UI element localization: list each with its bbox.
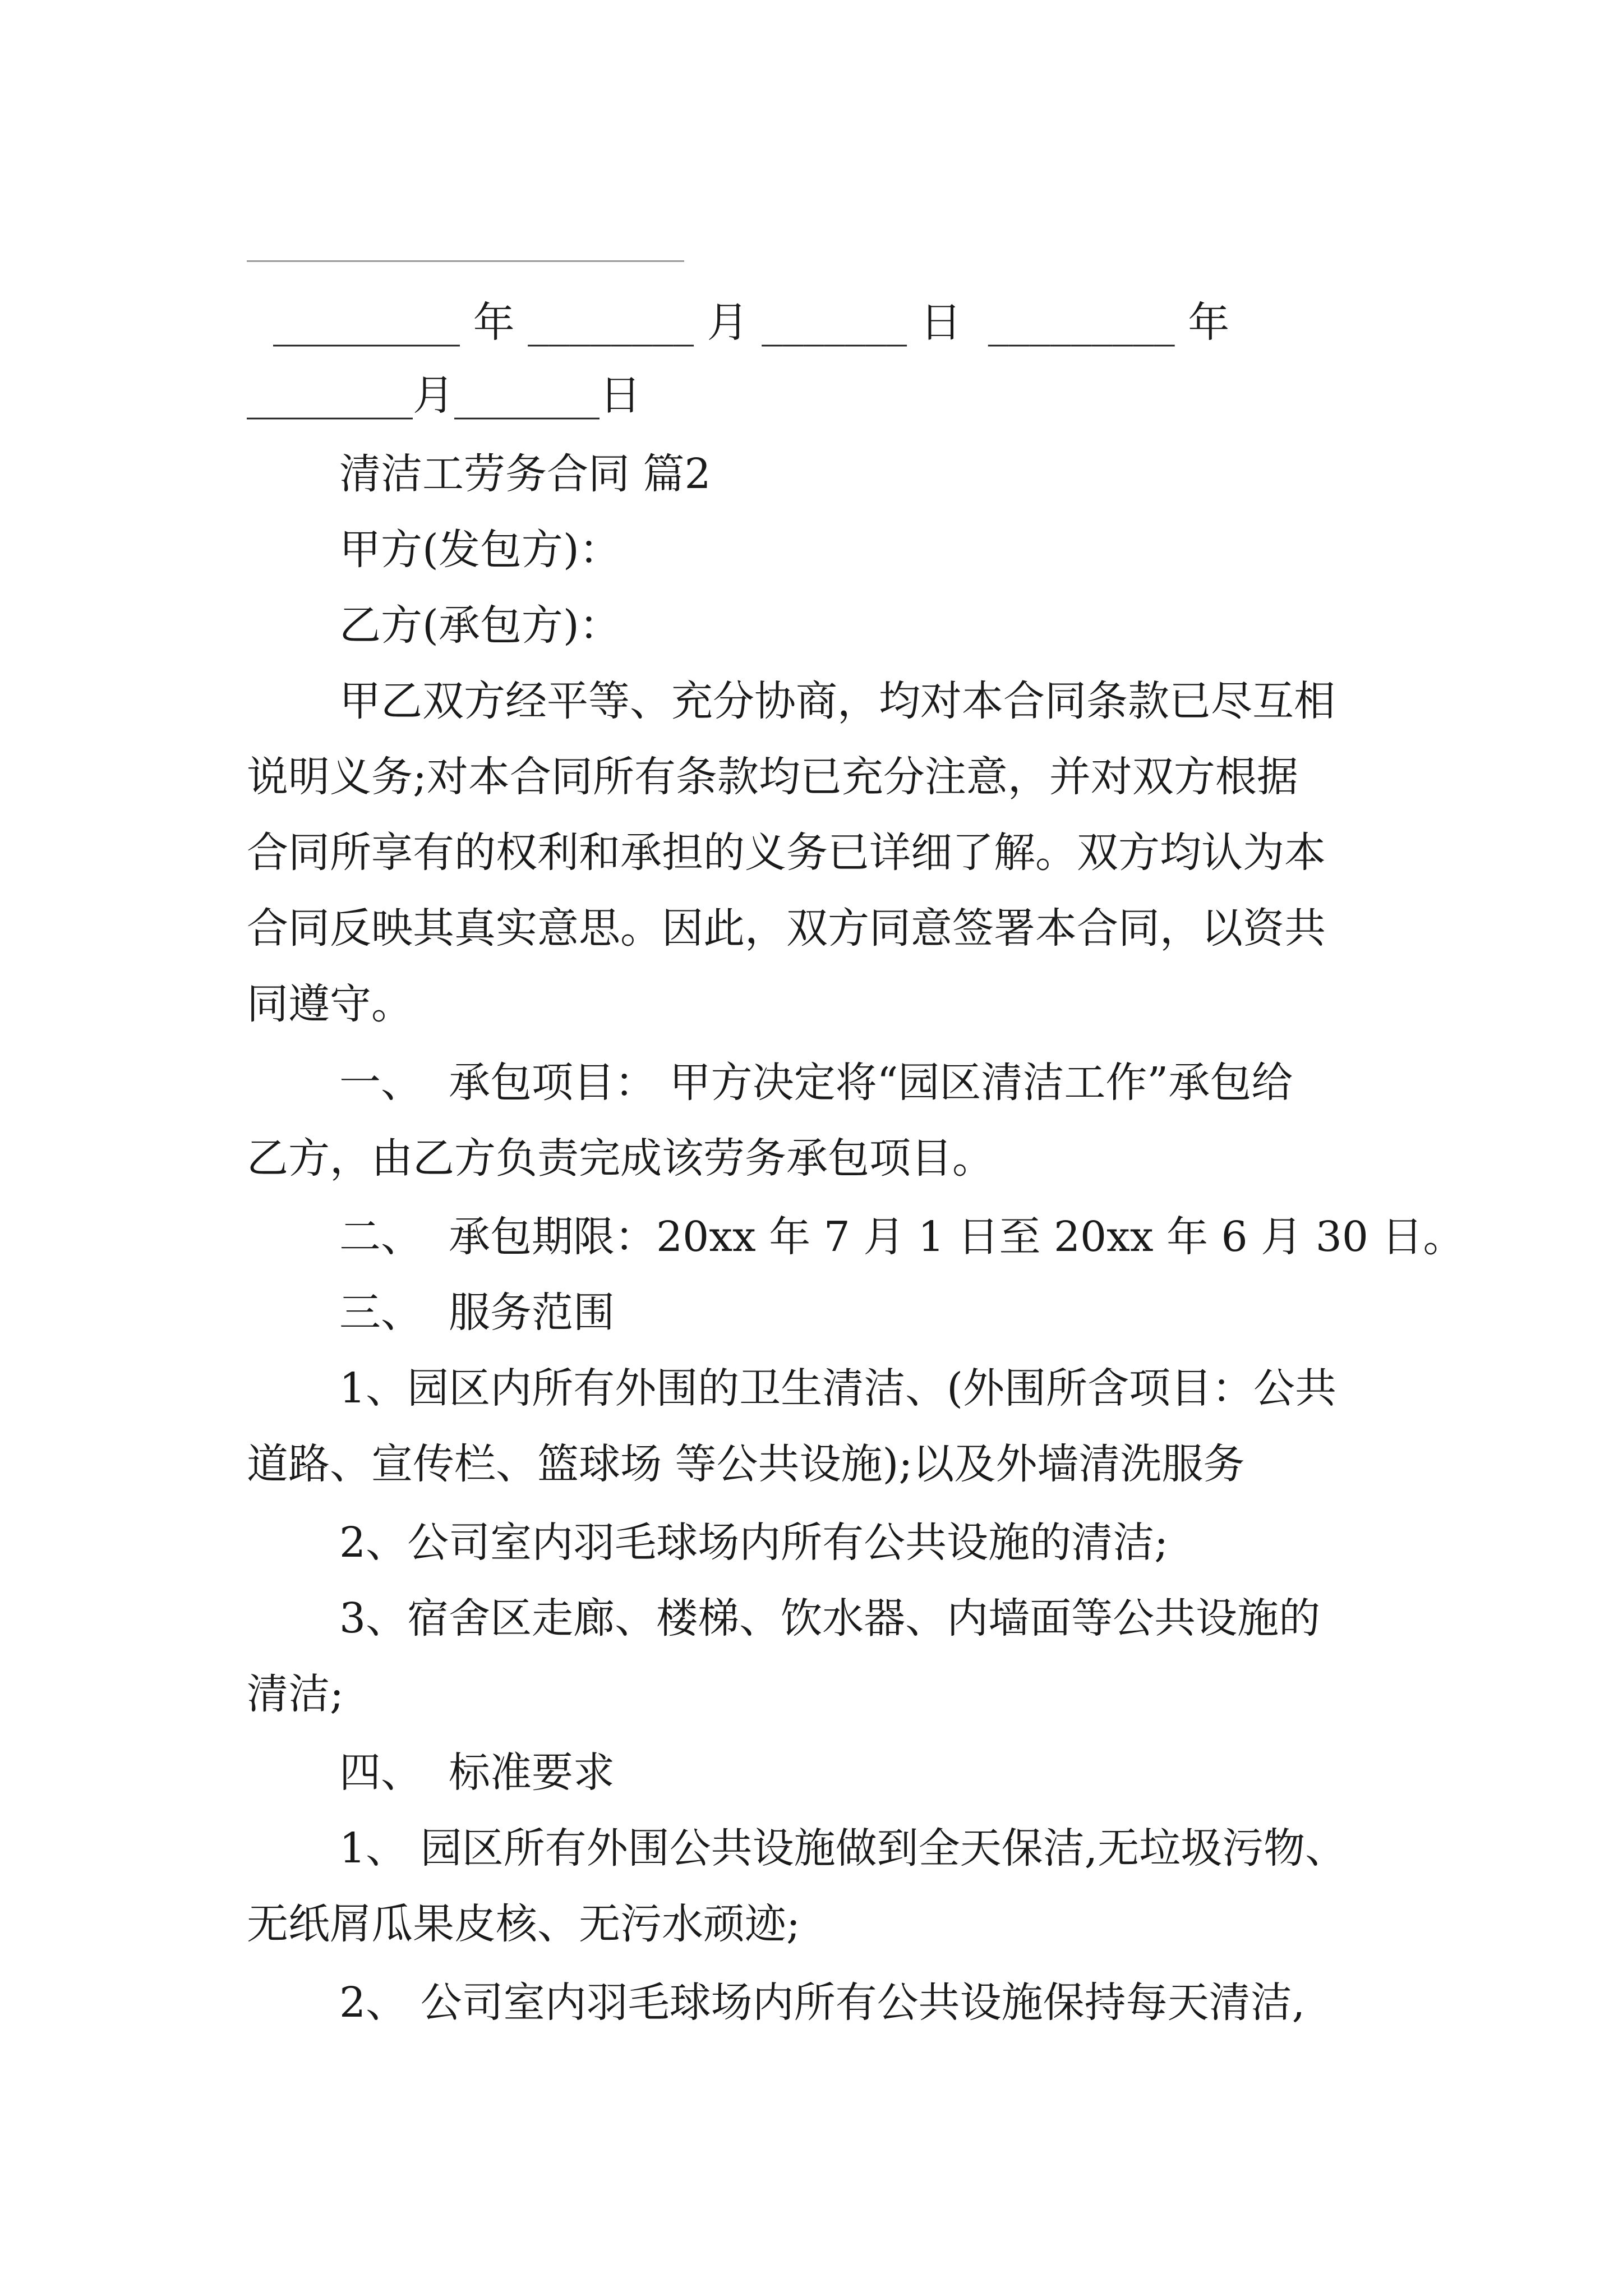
preamble-line: 甲乙双方经平等、充分协商，均对本合同条款已尽互相 — [339, 677, 1335, 725]
scope-item-1-cont: 道路、宣传栏、篮球场 等公共设施);以及外墙清洗服务 — [247, 1440, 1245, 1488]
preamble-line: 说明义务;对本合同所有条款均已充分注意，并对双方根据 — [247, 753, 1298, 801]
preamble-line: 合同反映其真实意思。因此，双方同意签署本合同，以资共 — [247, 904, 1326, 953]
party-a-label: 甲方(发包方)： — [339, 526, 621, 574]
requirement-item-1: 1、 园区所有外围公共设施做到全天保洁,无垃圾污物、 — [339, 1824, 1347, 1872]
top-divider-line — [247, 260, 684, 262]
preamble-line: 合同所享有的权利和承担的义务已详细了解。双方均认为本 — [247, 829, 1326, 877]
scope-item-2: 2、公司室内羽毛球场内所有公共设施的清洁; — [339, 1519, 1169, 1567]
contract-item-4-heading: 四、 标准要求 — [339, 1749, 615, 1797]
preamble-line: 同遵守。 — [247, 980, 413, 1028]
party-b-label: 乙方(承包方)： — [339, 601, 621, 650]
contract-item-3-heading: 三、 服务范围 — [339, 1289, 615, 1337]
scope-item-1: 1、园区内所有外围的卫生清洁、(外围所含项目：公共 — [339, 1364, 1336, 1412]
scope-item-3-cont: 清洁; — [247, 1670, 344, 1718]
requirement-item-1-cont: 无纸屑瓜果皮核、无污水顽迹; — [247, 1900, 800, 1948]
date-line-2: ________月_______日 — [247, 371, 641, 420]
contract-item-1-cont: 乙方，由乙方负责完成该劳务承包项目。 — [247, 1134, 994, 1182]
contract-item-2: 二、 承包期限：20xx 年 7 月 1 日至 20xx 年 6 月 30 日。 — [339, 1213, 1465, 1261]
contract-title: 清洁工劳务合同 篇2 — [339, 450, 711, 498]
requirement-item-2: 2、 公司室内羽毛球场内所有公共设施保持每天清洁, — [339, 1978, 1306, 2027]
contract-item-1: 一、 承包项目： 甲方决定将“园区清洁工作”承包给 — [339, 1059, 1293, 1107]
date-line-1: _________ 年 ________ 月 _______ 日 _________ 年 — [247, 298, 1230, 347]
scope-item-3: 3、宿舍区走廊、楼梯、饮水器、内墙面等公共设施的 — [339, 1594, 1321, 1642]
